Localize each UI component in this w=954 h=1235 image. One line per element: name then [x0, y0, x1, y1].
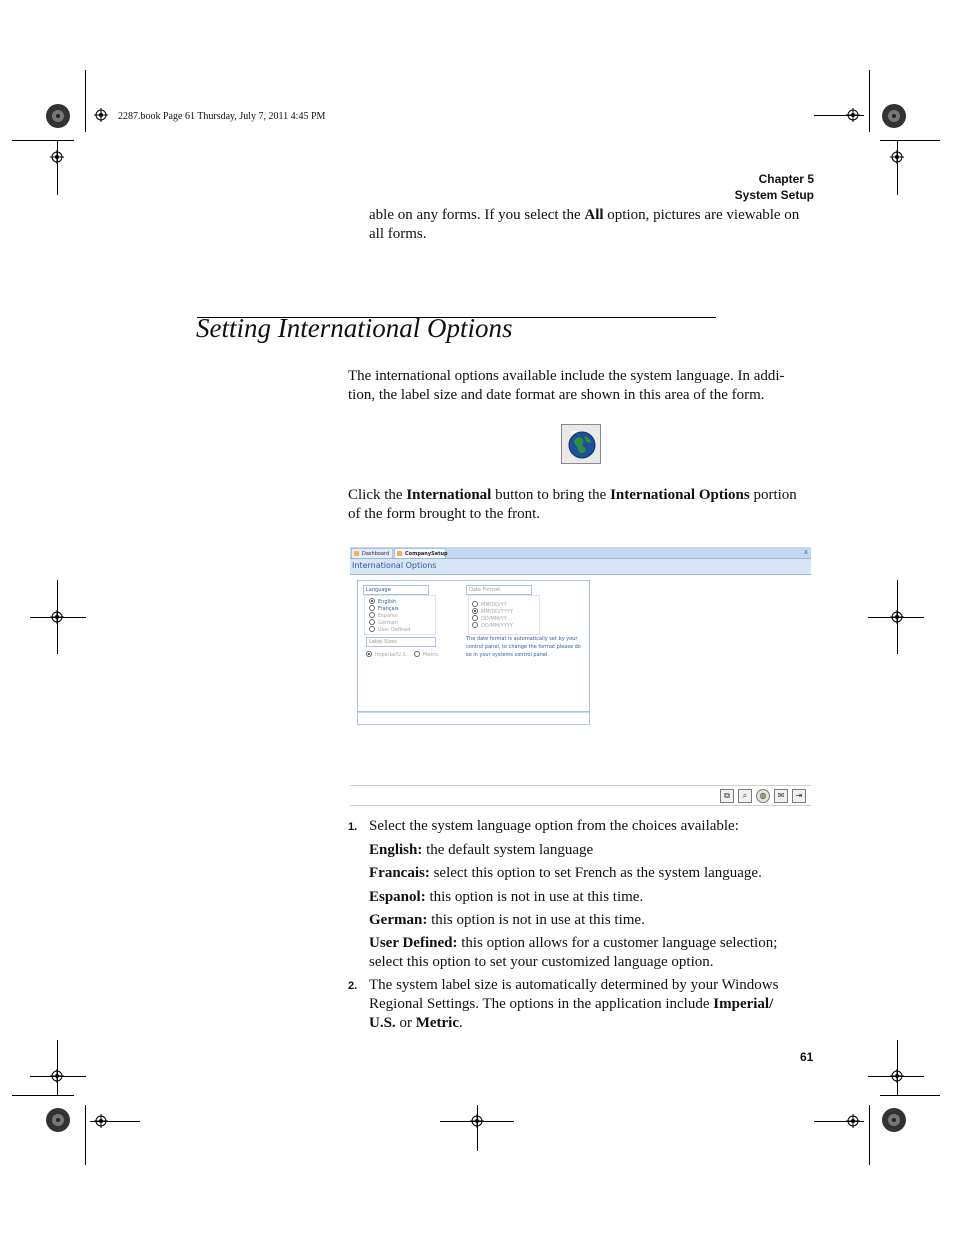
intro-line-1: able on any forms. If you select the All option, pictures are viewable on	[369, 207, 800, 223]
tab-icon	[397, 551, 402, 556]
list-item-2-line-2: Regional Settings. The options in the application include Imperial/	[369, 996, 774, 1012]
language-option-espanol[interactable]: Español	[369, 612, 398, 620]
page-number: 61	[800, 1050, 814, 1064]
language-label: Language	[363, 585, 429, 595]
panel-footer	[357, 712, 590, 725]
intro-line-2: all forms.	[369, 226, 427, 242]
radio-button[interactable]	[472, 601, 478, 607]
radio-button[interactable]	[369, 598, 375, 604]
copy-icon[interactable]: ⧉	[720, 789, 734, 803]
print-metadata: 2287.book Page 61 Thursday, July 7, 2011 4:45 PM	[118, 111, 326, 122]
option-german: German: this option is not in use at this time.	[369, 912, 645, 928]
registration-mark-icon	[470, 1114, 484, 1128]
list-number-2: 2.	[348, 980, 358, 992]
globe-icon[interactable]: ◍	[756, 789, 770, 803]
date-format-note: The date format is automatically set by your control panel, to change the format please do so in your systems control panel.	[466, 636, 581, 658]
list-number-1: 1.	[348, 821, 358, 833]
language-option-user-defined[interactable]: User Defined	[369, 626, 410, 634]
option-user-defined-line-2: select this option to set your customized language option.	[369, 954, 714, 970]
option-user-defined: User Defined: this option allows for a customer language selection;	[369, 935, 778, 951]
section-label: System Setup	[734, 188, 814, 202]
list-item-2-line-3: U.S. or Metric.	[369, 1015, 463, 1031]
body-paragraph-2-line-1: Click the International button to bring the International Options portion	[348, 487, 797, 503]
tab-dashboard[interactable]: Dashboard	[351, 548, 393, 558]
form-section-title: International Options	[350, 559, 811, 575]
tab-company-setup[interactable]: CompanySetup	[394, 548, 446, 558]
tab-bar	[350, 547, 811, 559]
radio-button[interactable]	[472, 622, 478, 628]
registration-mark-icon	[890, 610, 904, 624]
bottom-toolbar	[350, 785, 811, 806]
date-format-option-ddmmyy[interactable]: DD/MM/YY	[472, 615, 507, 623]
radio-button[interactable]	[369, 619, 375, 625]
list-item-1-text: Select the system language option from the choices available:	[369, 818, 739, 834]
label-sizes-label: Label Sizes	[366, 637, 436, 647]
date-format-option-mmddyyyy[interactable]: MM/DD/YYYY	[472, 608, 513, 616]
radio-button[interactable]	[369, 612, 375, 618]
mail-icon[interactable]: ✉	[774, 789, 788, 803]
radio-button[interactable]	[369, 626, 375, 632]
international-button[interactable]	[561, 424, 601, 464]
search-icon[interactable]: ⌕	[738, 789, 752, 803]
language-option-german[interactable]: German	[369, 619, 398, 627]
label-size-imperial[interactable]: Imperial/U.S.	[366, 651, 407, 659]
international-options-screenshot	[350, 547, 811, 807]
registration-star-icon	[45, 1107, 71, 1133]
date-format-label: Date Format	[466, 585, 532, 595]
radio-button[interactable]	[472, 608, 478, 614]
body-paragraph-1-line-1: The international options available include the system language. In addi-	[348, 368, 785, 384]
options-panel	[357, 580, 590, 712]
registration-mark-icon	[890, 1069, 904, 1083]
label-size-metric[interactable]: Metric	[414, 651, 439, 659]
date-format-option-ddmmyyyy[interactable]: DD/MM/YYYY	[472, 622, 513, 630]
exit-icon[interactable]: ⇥	[792, 789, 806, 803]
radio-button[interactable]	[414, 651, 420, 657]
close-tab-icon[interactable]: x	[803, 548, 808, 556]
registration-star-icon	[881, 1107, 907, 1133]
language-option-english[interactable]: English	[369, 598, 396, 606]
option-english: English: the default system language	[369, 842, 594, 858]
date-format-option-mmddyy[interactable]: MM/DD/YY	[472, 601, 507, 609]
chapter-label: Chapter 5	[758, 172, 814, 186]
section-title: Setting International Options	[196, 313, 513, 343]
radio-button[interactable]	[369, 605, 375, 611]
registration-mark-icon	[50, 1069, 64, 1083]
body-paragraph-1-line-2: tion, the label size and date format are shown in this area of the form.	[348, 387, 765, 403]
tab-icon	[354, 551, 359, 556]
language-option-francais[interactable]: Français	[369, 605, 399, 613]
option-francais: Francais: select this option to set French as the system language.	[369, 865, 762, 881]
registration-mark-icon	[94, 108, 108, 122]
registration-mark-icon	[50, 610, 64, 624]
globe-icon	[565, 428, 597, 460]
radio-button[interactable]	[366, 651, 372, 657]
body-paragraph-2-line-2: of the form brought to the front.	[348, 506, 541, 522]
list-item-2-line-1: The system label size is automatically determined by your Windows	[369, 977, 779, 993]
option-espanol: Espanol: this option is not in use at this time.	[369, 889, 644, 905]
registration-star-icon	[45, 103, 71, 129]
radio-button[interactable]	[472, 615, 478, 621]
registration-star-icon	[881, 103, 907, 129]
